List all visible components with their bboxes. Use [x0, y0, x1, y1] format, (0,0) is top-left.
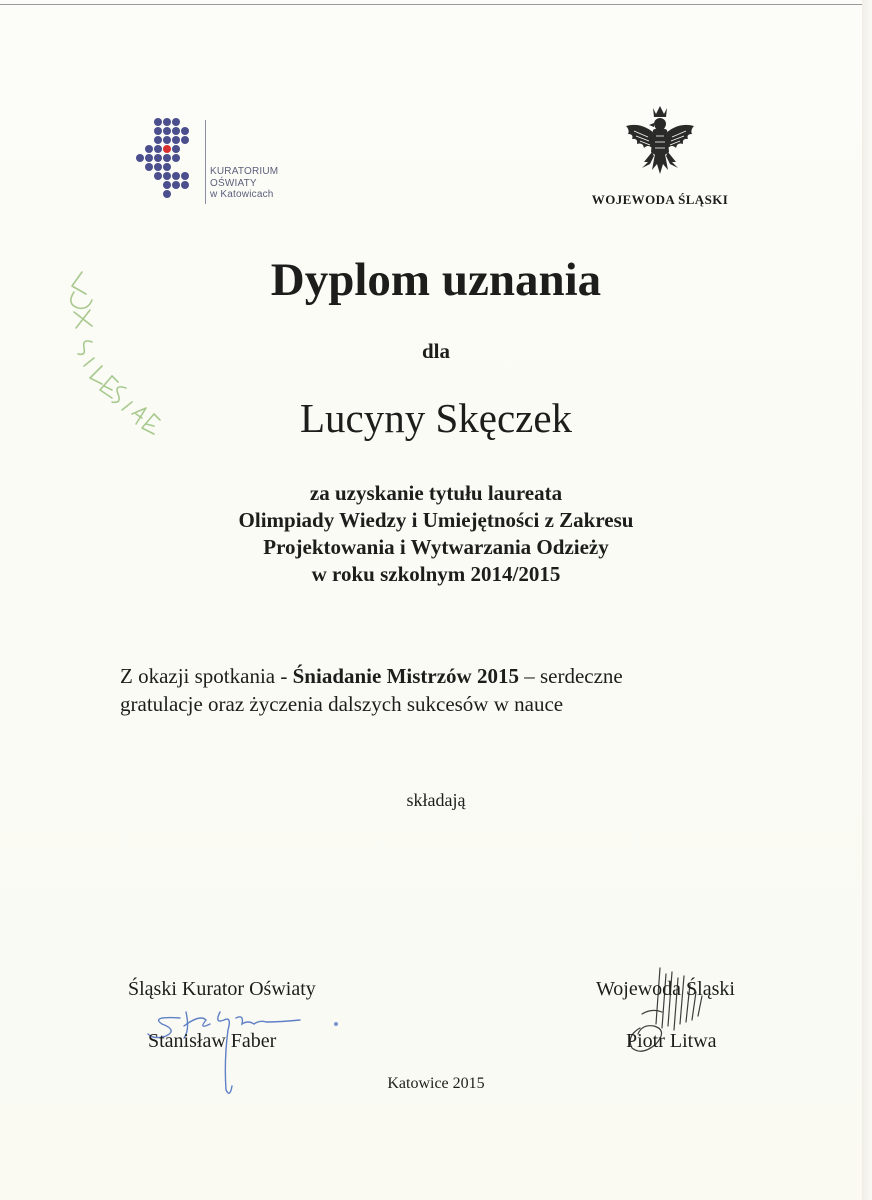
reason-line: Olimpiady Wiedzy i Umiejętności z Zakresu	[238, 508, 634, 532]
logo-line-1: KURATORIUM	[210, 166, 279, 177]
logo-divider	[205, 120, 206, 204]
reason-line: Projektowania i Wytwarzania Odzieży	[263, 535, 609, 559]
signatory-right-role: Wojewoda Śląski	[596, 978, 735, 1000]
place-date: Katowice 2015	[387, 1075, 485, 1092]
recipient-name: Lucyny Skęczek	[299, 395, 573, 441]
kuratorium-dot-logo-icon	[126, 112, 206, 212]
signatory-right	[596, 978, 796, 1052]
reason-line: za uzyskanie tytułu laureata	[309, 481, 563, 505]
greeting-event: Śniadanie Mistrzów 2015	[292, 664, 519, 688]
kuratorium-logo-text	[210, 166, 278, 201]
polish-eagle-emblem-icon	[620, 104, 700, 188]
greeting-suffix: – serdeczne	[518, 664, 623, 688]
award-reason	[0, 480, 872, 588]
givers-label: składają	[406, 790, 466, 810]
greeting-paragraph	[120, 662, 780, 718]
paper-edge	[862, 0, 872, 1200]
kuratorium-logo	[126, 112, 296, 212]
signatory-left-role: Śląski Kurator Oświaty	[128, 978, 316, 1000]
logo-line-3: w Katowicach	[210, 189, 274, 200]
voivode-caption: WOJEWODA ŚLĄSKI	[591, 192, 729, 207]
top-border-line	[0, 4, 862, 5]
reason-line: w roku szkolnym 2014/2015	[311, 562, 561, 586]
signatory-right-name: Piotr Litwa	[626, 1030, 717, 1052]
greeting-line-2: gratulacje oraz życzenia dalszych sukcesów w nauce	[120, 692, 564, 716]
for-label: dla	[421, 339, 450, 363]
diploma-title: Dyplom uznania	[270, 254, 602, 306]
greeting-prefix: Z okazji spotkania -	[120, 664, 293, 688]
signatory-left	[128, 978, 368, 1052]
signatory-left-name: Stanisław Faber	[148, 1030, 277, 1052]
logo-line-2: OŚWIATY	[210, 177, 257, 189]
